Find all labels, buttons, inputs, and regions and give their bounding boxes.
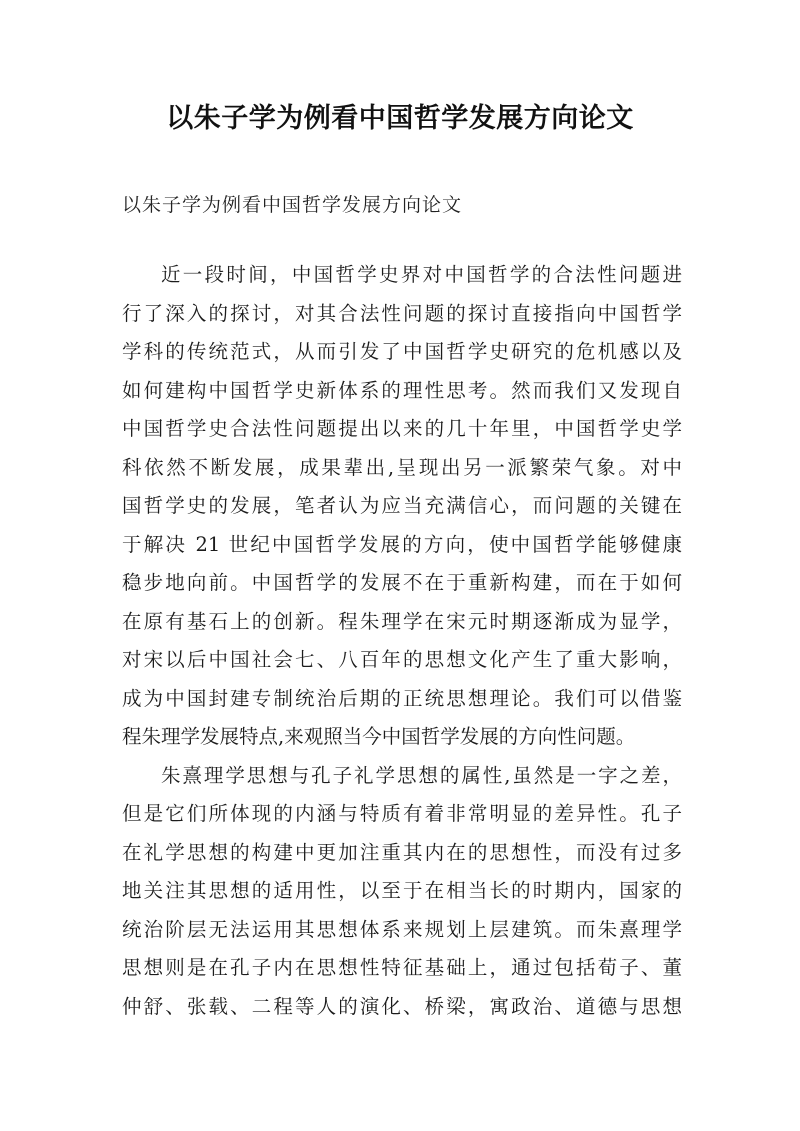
paragraph-1-line: 程朱理学发展特点,来观照当今中国哲学发展的方向性问题。 <box>122 725 636 748</box>
paragraph-2-line: 思想则是在孔子内在思想性特征基础上，通过包括荀子、董 <box>122 956 682 979</box>
paragraph-2-line: 统治阶层无法运用其思想体系来规划上层建筑。而朱熹理学 <box>122 917 682 941</box>
paragraph-1-line: 学科的传统范式，从而引发了中国哲学史研究的危机感以及 <box>122 340 682 363</box>
paragraph-2-line: 但是它们所体现的内涵与特质有着非常明显的差异性。孔子 <box>122 802 682 825</box>
paragraph-1-line: 国哲学史的发展，笔者认为应当充满信心，而问题的关键在 <box>122 494 682 517</box>
paragraph-2-line: 在礼学思想的构建中更加注重其内在的思想性，而没有过多 <box>122 840 682 864</box>
paragraph-1-line: 对宋以后中国社会七、八百年的思想文化产生了重大影响， <box>122 648 682 671</box>
paragraph-2-line: 朱熹理学思想与孔子礼学思想的属性,虽然是一字之差， <box>161 763 682 787</box>
paragraph-2-line: 仲舒、张载、二程等人的演化、桥梁，寓政治、道德与思想 <box>122 994 682 1018</box>
paragraph-1-line: 成为中国封建专制统治后期的正统思想理论。我们可以借鉴 <box>122 686 682 710</box>
paragraph-2-line: 地关注其思想的适用性，以至于在相当长的时期内，国家的 <box>122 879 682 902</box>
paragraph-1-line: 稳步地向前。中国哲学的发展不在于重新构建，而在于如何 <box>122 571 682 594</box>
paragraph-1-line: 如何建构中国哲学史新体系的理性思考。然而我们又发现自 <box>122 378 682 402</box>
document-body <box>122 256 682 1026</box>
paragraph-1-line: 行了深入的探讨，对其合法性问题的探讨直接指向中国哲学 <box>122 301 682 325</box>
paragraph-1-line: 近一段时间，中国哲学史界对中国哲学的合法性问题进 <box>161 263 682 286</box>
document-subtitle: 以朱子学为例看中国哲学发展方向论文 <box>122 194 463 216</box>
document-title: 以朱子学为例看中国哲学发展方向论文 <box>166 103 634 134</box>
paragraph-1-line: 在原有基石上的创新。程朱理学在宋元时期逐渐成为显学， <box>122 609 682 633</box>
paragraph-1-line: 于解决 21 世纪中国哲学发展的方向，使中国哲学能够健康 <box>122 532 682 556</box>
paragraph-1-line: 中国哲学史合法性问题提出以来的几十年里，中国哲学史学 <box>122 417 682 440</box>
paragraph-1-line: 科依然不断发展，成果辈出,呈现出另一派繁荣气象。对中 <box>122 455 682 479</box>
